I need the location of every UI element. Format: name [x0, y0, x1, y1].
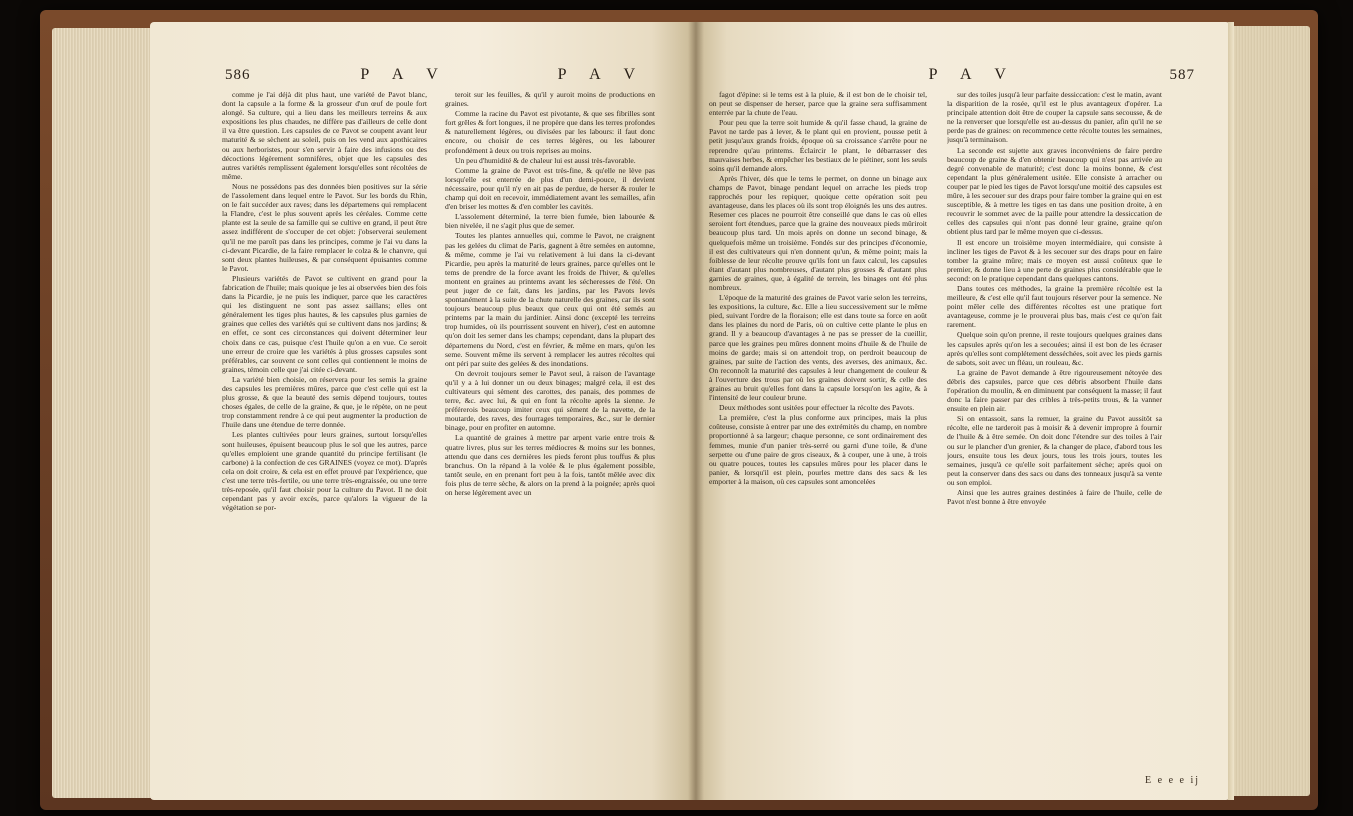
paragraph: Dans toutes ces méthodes, la graine la première récoltée est la meilleure, & c'est elle qu'il faut toujours réserver pour la semence. Ne point mêler celle des différentes récoltes est une pratique fort avantageuse, comme je le prouverai plus bas, mais c'est ce qu'on fait rarement. — [947, 283, 1162, 330]
paragraph: Pour peu que la terre soit humide & qu'il fasse chaud, la graine de Pavot ne tarde pas à lever, & le plant qui en provient, pousse petit à petit jusqu'aux grands froids, époque où sa croissance s'arrête pour ne reprendre qu'au printems. Éclaircir le plant, le débarrasser des mauvaises herbes, & empêcher les bestiaux de le piétiner, sont les seuls soins qu'il demande alors. — [709, 118, 927, 173]
paragraph: La seconde est sujette aux graves inconvéniens de faire perdre beaucoup de graine & d'en obtenir beaucoup qui n'est pas arrivée au degré convenable de maturité; c'est donc la moins bonne, & c'est cependant la plus généralement usitée. Elle consiste à arracher ou couper par le pied les tiges de Pavot lorsqu'une moitié des capsules est mûre, à les secouer sur des draps pour faire tomber la graine qui en est susceptible, & à mettre les tiges en tas dans une position droite, à en recouvrir le sommet avec de la paille pour attendre la dessiccation de celles des capsules qui n'ont pas donné leur graine, graine qu'on obtient plus tard par le même moyen que ci-dessus. — [947, 145, 1162, 237]
running-head-right: P A V — [928, 66, 1016, 83]
right-page-column-2 — [947, 90, 1162, 790]
paragraph: La graine de Pavot demande à être rigoureusement nétoyée des débris des capsules, parce que ces débris absorbent l'huile dans l'opération du moulin, & en diminuent par conséquent la masse; il faut donc la faire passer par des cribles à très-petits trous, & la vanner ensuite en plein air. — [947, 367, 1162, 414]
right-page — [695, 22, 1230, 800]
paragraph: Si on entassoit, sans la remuer, la graine du Pavot aussitôt sa récolte, elle ne tarderoit pas à moisir & à devenir impropre à fournir de l'huile & à être semée. On doit donc l'étendre sur des toiles à l'air ou sur le plancher d'un grenier, & la changer de place, d'abord tous les jours, ensuite tous les deux jours, tous les trois jours, toutes les semaines, jusqu'à ce qu'elle soit parfaitement sèche; après quoi on peut la conserver dans des sacs ou dans des tonneaux jusqu'à sa vente ou son emploi. — [947, 414, 1162, 487]
paragraph: teroit sur les feuilles, & qu'il y auroit moins de productions en graines. — [445, 90, 655, 109]
page-number-left: 586 — [225, 66, 251, 83]
paragraph: sur des toiles jusqu'à leur parfaite dessiccation: c'est le matin, avant la disparition de la rosée, qu'il est le plus avantageux d'opérer. La principale attention doit être de couper la capsule sans secousse, & de ne la renverser que lorsqu'elle est au-dessus du panier, afin qu'il ne se perde pas de graines: on recommence cette récolte toutes les semaines, jusqu'à terminaison. — [947, 90, 1162, 145]
paragraph: Plusieurs variétés de Pavot se cultivent en grand pour la fabrication de l'huile; mais quoique je les ai observées bien des fois dans la Picardie, je ne puis les indiquer, parce que les caractères qui les distinguent ne sont pas assez saillans; elles ont généralement les tiges plus hautes, & les capsules plus garnies de graines que celles des variétés qui se cultivent dans nos jardins; & en effet, ce sont ces circonstances qui doivent déterminer leur choix dans ce cas, puisque c'est l'huile qu'on a en vue. Ce seroit une erreur de croire que les variétés à plus grosses capsules sont préférables, car souvent ce sont celles qui contiennent le moins de graines, témoin celle que j'ai citée ci-devant. — [222, 273, 427, 374]
right-page-fold — [1228, 22, 1234, 800]
page-edges-left — [52, 28, 152, 798]
paragraph: Nous ne possédons pas des données bien positives sur la série de l'assolement dans lequel entre le Pavot. Sur les bords du Rhin, on le fait succéder aux raves; dans les départemens qui remplacent la Flandre, c'est le plus souvent après les céréales. Comme cette plante est la seule de sa famille qui se cultive en grand, il peut être assez indifférent de s'occuper de cet objet: j'observerai seulement qu'il ne me paroît pas dans les principes, comme je l'ai vu dans la ci-devant Picardie, de la faire remplacer le colza & le chanvre, qui sont deux plantes huileuses, & par conséquent épuisantes comme le Pavot. — [222, 181, 427, 273]
paragraph: La quantité de graines à mettre par arpent varie entre trois & quatre livres, plus sur les terres médiocres & moins sur les bonnes, attendu que dans ces dernières les pieds feront plus touffus & plus branchus. On la répand à la volée & le plus également possible, tantôt seule, en en prenant fort peu à la fois, tantôt mêlée avec dix fois plus de terre sèche, & alors on la prend à la poignée; après quoi on herse légèrement avec un — [445, 433, 655, 498]
left-page — [150, 22, 695, 800]
paragraph: Deux méthodes sont usitées pour effectuer la récolte des Pavots. — [719, 403, 915, 413]
paragraph: L'époque de la maturité des graines de Pavot varie selon les terreins, les expositions, la culture, &c. Elle a lieu successivement sur le même pied, suivant l'ordre de la floraison; elle est dans toute sa force en août dans les plaines du nord de Paris, où on cultive cette plante le plus en grand. Il y a beaucoup d'avantages à ne pas se presser de la cueillir, parce que les graines peu mûres donnent moins d'huile & de l'huile de moins de garde; mais si on attendoit trop, on perdroit beaucoup de graines, par suite de l'action des vents, des averses, des animaux, &c. On reconnoît la maturité des capsules à leur changement de couleur & à l'ouverture des trous par où les graines doivent sortir, & celle des graines au bruit qu'elles font dans la capsule lorsqu'on les agite, & à l'intensité de leur couleur brune. — [709, 293, 927, 403]
signature-mark: E e e e ij — [1145, 775, 1200, 786]
paragraph: L'assolement déterminé, la terre bien fumée, bien labourée & bien nivelée, il ne s'agit plus que de semer. — [445, 212, 655, 231]
paragraph: Comme la graine de Pavot est très-fine, & qu'elle ne lève pas lorsqu'elle est enterrée de plus d'un demi-pouce, il devient nécessaire, pour qu'il n'y en ait pas de perdue, de herser & rouler le champ qui doit en recevoir, immédiatement avant les semailles, afin d'en briser les mottes & d'en combler les cavités. — [445, 165, 655, 212]
page-edges-right — [1228, 26, 1310, 796]
paragraph: Toutes les plantes annuelles qui, comme le Pavot, ne craignent pas les gelées du climat de Paris, gagnent à être semées en automne, & même, comme je l'ai vu relativement à lui dans la ci-devant Picardie, peu après la maturité de leurs graines, parce qu'elles ont le tems de prendre de la force avant les froids de l'hiver, & qu'elles montent en graines au printems avant les sécheresses de l'été. On peut juger de ce fait, dans les jardins, par les Pavots levés spontanément à la suite de la chute naturelle des graines, car ils sont toujours beaucoup plus beaux que ceux qui ont été semés au printems par la main du jardinier. Ainsi donc (excepté les terreins trop humides, où ils pourrissent souvent en hiver), c'est en automne qu'on doit les semer dans les champs; cependant, dans la plupart des départemens du Nord, c'est en février, & même en mars, qu'on les seme. Souvent même ils servent à remplacer les autres récoltes qui ont péri par suite des gelées & des inondations. — [445, 231, 655, 368]
paragraph: Les plantes cultivées pour leurs graines, surtout lorsqu'elles sont huileuses, épuisent beaucoup plus le sol que les autres, parce qu'elles emploient une grande quantité du principe fertilisant (le carbone) à la confection de ces GRAINES (voyez ce mot). D'après cela on doit croire, & cela est en effet prouvé par l'expérience, que c'est une terre très-fertile, ou une terre très-engraissée, ou une terre très-reposée, qu'il faut choisir pour la culture du Pavot. Il ne doit cependant pas y avoir excès, parce qu'alors la vigueur de la végétation se por- — [222, 430, 427, 513]
right-page-header — [715, 64, 1195, 86]
paragraph: On devroit toujours semer le Pavot seul, à raison de l'avantage qu'il y a à lui donner un ou deux binages; malgré cela, il est des cultivateurs qui sèment des carottes, des panais, des pommes de terre, &c. avec lui, & qui en font la récolte après la sienne. Je préférerois beaucoup imiter ceux qui sèment de la navette, de la moutarde, des raves, des fourrages temporaires, &c., sur le dernier binage, pour en profiter en automne. — [445, 368, 655, 433]
paragraph: Ainsi que les autres graines destinées à faire de l'huile, celle de Pavot n'est bonne à être envoyée — [947, 488, 1162, 507]
paragraph: fagot d'épine: si le tems est à la pluie, & il est bon de le choisir tel, on peut se dispenser de herser, parce que la graine sera suffisamment enterrée par la chute de l'eau. — [709, 90, 927, 118]
paragraph: Comme la racine du Pavot est pivotante, & que ses fibrilles sont fort grêles & fort longues, il ne propère que dans les terres profondes & naturellement légères, ou divisées par les labours: il faut donc encore, ou choisir de ces terres légères, ou les labourer profondément à deux ou trois reprises au moins. — [445, 109, 655, 155]
paragraph: La première, c'est la plus conforme aux principes, mais la plus coûteuse, consiste à entrer par une des extrémités du champ, en nombre proportionné à sa largeur; chaque personne, ce sont ordinairement des femmes, munie d'un panier très-serré ou garni d'une toile, & d'une serpette ou d'une paire de gros ciseaux, & à couper, une à une, à trois ou quatre pouces, toutes les capsules mûres pour les placer dans le panier, & lorsqu'il est plein, pourles mettre dans des sacs & les emporter à la maison, où ces capsules sont amoncelées — [709, 413, 927, 486]
left-page-column-1 — [222, 90, 427, 790]
paragraph: Quelque soin qu'on prenne, il reste toujours quelques graines dans les capsules après qu'on les a secouées; ainsi il est bon de les écraser après qu'elles sont complétement desséchées, soit avec les pieds garnis de sabots, soit avec un fléau, un rouleau, &c. — [947, 330, 1162, 367]
right-page-column-1 — [709, 90, 927, 790]
page-number-right: 587 — [1169, 66, 1195, 83]
paragraph: Il est encore un troisième moyen intermédiaire, qui consiste à incliner les tiges de Pavot & à les secouer sur des draps pour en faire tomber la graine mûre; mais ce moyen est aussi coûteux que le premier, & donne lieu à une perte de graines plus considérable que le second: on le pratique cependant dans quelques cantons. — [947, 237, 1162, 283]
paragraph: Un peu d'humidité & de chaleur lui est aussi très-favorable. — [455, 155, 636, 165]
running-head-left-col1: P A V — [360, 66, 448, 83]
running-head-left-col2: P A V — [557, 66, 645, 83]
left-page-header — [225, 64, 645, 86]
left-page-column-2 — [445, 90, 655, 790]
paragraph: La variété bien choisie, on réservera pour les semis la graine des capsules les premières mûres, parce que c'est celle qui est la plus grosse, & que la beauté des semis dépend toujours, toutes choses égales, de celle de la graine, & que, je le répète, on ne peut trop constamment rendre à ce qui peut augmenter la production de l'huile dans une étendue de terre donnée. — [222, 374, 427, 430]
paragraph: Après l'hiver, dès que le tems le permet, on donne un binage aux champs de Pavot, binage pendant lequel on arrache les pieds trop rapprochés pour les repiquer, quoique cette opération soit peu avantageuse, dans les places où ils sont trop éloignés les uns des autres. Resemer ces places ne pourroit être conseillé que dans le cas où elles seroient fort étendues, parce que la graine des nouveaux pieds mûriroit beaucoup plus tard. Un mois après on donne un second binage, & quelquefois même un troisième. Fondés sur des principes d'économie, il est des cultivateurs qui n'en donnent qu'un, & même point; mais la foiblesse de leur récolte prouve qu'ils font un faux calcul, les capsules étant d'autant plus nombreuses, d'autant plus grosses & d'autant plus garnies de graines, que, à égalité de terrein, les binages ont été plus nombreux. — [709, 173, 927, 292]
paragraph: comme je l'ai déjà dit plus haut, une variété de Pavot blanc, dont la capsule a la forme & la grosseur d'un œuf de poule fort alongé. Sa culture, qui a lieu dans les meilleurs terreins & aux expositions les plus chaudes, ne diffère pas d'ailleurs de celle dont il va être question. Les capsules de ce Pavot se coupent avant leur maturité & se sèchent au soleil, puis on les vend aux apothicaires ou aux herboristes, pour s'en servir à faire des infusions ou des décoctions légèrement somnifères, objet que les capsules des autres variétés remplissent également lorsqu'elles sont récoltées de même. — [222, 90, 427, 181]
